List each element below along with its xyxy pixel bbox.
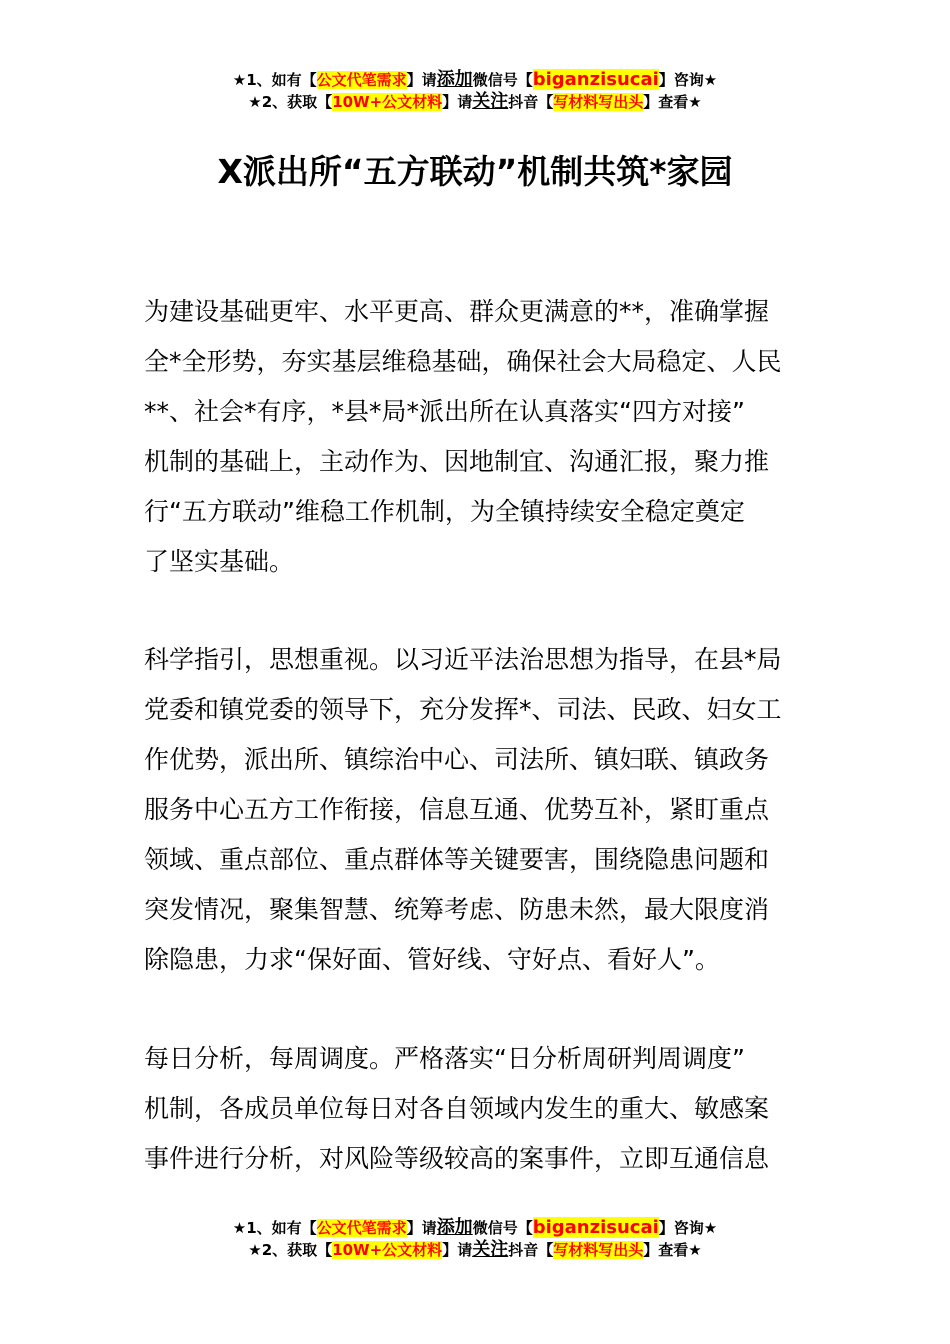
banner-text: 】请 bbox=[406, 1219, 437, 1237]
header-banner bbox=[0, 69, 950, 113]
banner-text: 】请 bbox=[442, 93, 473, 111]
banner-emphasis: 添加 bbox=[436, 1217, 473, 1238]
banner-douyin-id: 写材料写出头 bbox=[553, 1241, 644, 1259]
paragraph-line: 作优势，派出所、镇综治中心、司法所、镇妇联、镇政务 bbox=[144, 745, 770, 774]
paragraph-line: 突发情况，聚集智慧、统筹考虑、防患未然，最大限度消 bbox=[144, 895, 770, 924]
paragraph-1 bbox=[144, 287, 809, 587]
banner-highlight: 公文代笔需求 bbox=[316, 1219, 407, 1237]
paragraph-line: **、社会*有序，*县*局*派出所在认真落实“四方对接” bbox=[144, 397, 745, 426]
paragraph-line: 每日分析，每周调度。严格落实“日分析周研判周调度” bbox=[144, 1044, 745, 1073]
banner-emphasis: 关注 bbox=[472, 1239, 509, 1260]
banner-line-1 bbox=[0, 1217, 950, 1239]
document-title: X派出所“五方联动”机制共筑*家园 bbox=[217, 152, 733, 191]
paragraph-3 bbox=[144, 1034, 809, 1184]
footer-banner bbox=[0, 1217, 950, 1261]
banner-text: ★2、获取【 bbox=[248, 1241, 333, 1259]
banner-text: 微信号【 bbox=[472, 71, 533, 89]
banner-douyin-id: 写材料写出头 bbox=[553, 93, 644, 111]
paragraph-line: 行“五方联动”维稳工作机制，为全镇持续安全稳定奠定 bbox=[144, 497, 745, 526]
banner-highlight: 公文代笔需求 bbox=[316, 71, 407, 89]
banner-text: 】查看★ bbox=[643, 1241, 702, 1259]
banner-line-1 bbox=[0, 69, 950, 91]
paragraph-line: 除隐患，力求“保好面、管好线、守好点、看好人”。 bbox=[144, 945, 720, 974]
paragraph-line: 服务中心五方工作衔接，信息互通、优势互补，紧盯重点 bbox=[144, 795, 770, 824]
banner-emphasis: 关注 bbox=[472, 91, 509, 112]
banner-line-2 bbox=[0, 91, 950, 113]
paragraph-2 bbox=[144, 635, 809, 985]
banner-text: ★1、如有【 bbox=[232, 71, 317, 89]
banner-text: 微信号【 bbox=[472, 1219, 533, 1237]
banner-text: 抖音【 bbox=[508, 1241, 554, 1259]
banner-text: 】咨询★ bbox=[658, 1219, 718, 1237]
banner-text: 】请 bbox=[406, 71, 437, 89]
banner-text: 】查看★ bbox=[643, 93, 702, 111]
banner-text: 】咨询★ bbox=[658, 71, 718, 89]
paragraph-line: 了坚实基础。 bbox=[144, 547, 295, 576]
paragraph-line: 科学指引，思想重视。以习近平法治思想为指导，在县*局 bbox=[144, 645, 782, 674]
banner-wechat-id: biganzisucai bbox=[532, 69, 659, 90]
banner-emphasis: 添加 bbox=[436, 69, 473, 90]
paragraph-line: 事件进行分析，对风险等级较高的案事件，立即互通信息 bbox=[144, 1144, 770, 1173]
banner-highlight: 10W+公文材料 bbox=[332, 93, 443, 111]
banner-wechat-id: biganzisucai bbox=[532, 1217, 659, 1238]
banner-highlight: 10W+公文材料 bbox=[332, 1241, 443, 1259]
banner-line-2 bbox=[0, 1239, 950, 1261]
paragraph-line: 党委和镇党委的领导下，充分发挥*、司法、民政、妇女工 bbox=[144, 695, 782, 724]
paragraph-line: 机制的基础上，主动作为、因地制宜、沟通汇报，聚力推 bbox=[144, 447, 770, 476]
paragraph-line: 为建设基础更牢、水平更高、群众更满意的**，准确掌握 bbox=[144, 297, 770, 326]
banner-text: ★2、获取【 bbox=[248, 93, 333, 111]
banner-text: 】请 bbox=[442, 1241, 473, 1259]
banner-text: 抖音【 bbox=[508, 93, 554, 111]
banner-text: ★1、如有【 bbox=[232, 1219, 317, 1237]
paragraph-line: 机制，各成员单位每日对各自领域内发生的重大、敏感案 bbox=[144, 1094, 770, 1123]
paragraph-line: 全*全形势，夯实基层维稳基础，确保社会大局稳定、人民 bbox=[144, 347, 782, 376]
paragraph-line: 领域、重点部位、重点群体等关键要害，围绕隐患问题和 bbox=[144, 845, 770, 874]
